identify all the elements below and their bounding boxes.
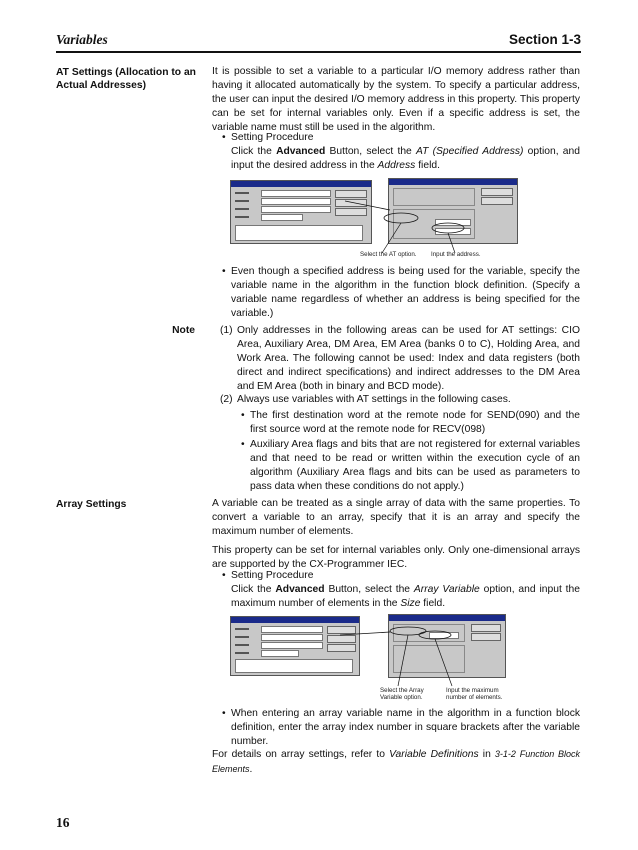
at-intro bbox=[212, 65, 580, 140]
at-intro-text: It is possible to set a variable to a particular I/O memory address rather than having it allocated automatically by the system. To specify a particular address, the user can input the desired I/O memory address in this property. This property can be set for internal variables only. Even if a specific address is set, the variable name must still be used in the algorithm. bbox=[212, 66, 580, 133]
page-header bbox=[56, 32, 581, 50]
note-bullet-1: • The first destination word at the remote node for SEND(090) and the first source word at the remote node for RECV(098) bbox=[241, 410, 580, 435]
array-caption-right: Input the maximum number of elements. bbox=[446, 687, 503, 701]
note-label: Note bbox=[172, 325, 195, 336]
bullet: • bbox=[241, 439, 245, 450]
array-procedure bbox=[222, 569, 580, 611]
array-bullet-2-text: When entering an array variable name in the algorithm in a function block definition, enter the array index number in square brackets after the variable number. bbox=[231, 708, 580, 747]
bullet: • bbox=[222, 132, 226, 143]
array-details-text: For details on array settings, refer to Variable Definitions in 3-1-2 Function Block Elements. bbox=[212, 749, 580, 775]
header-rule bbox=[56, 51, 581, 53]
array-bullet-2 bbox=[222, 707, 580, 749]
array-dialog-screenshot bbox=[230, 614, 520, 696]
note-item-1: (1) Only addresses in the following areas can be used for AT settings: CIO Area, Auxiliary Area, DM Area, EM Area (banks 0 to C), Holding Area, and Work Area. The following cannot be used: Index and data registers (both direct and indirect specifications) and indirect addresses to the DM Area and EM Area (both in binary and BCD mode). bbox=[220, 325, 580, 392]
array-callouts bbox=[230, 614, 520, 696]
at-proc-title: Setting Procedure bbox=[231, 132, 314, 143]
array-details bbox=[212, 747, 580, 782]
note-item-1-text: Only addresses in the following areas can be used for AT settings: CIO Area, Auxiliary Area, DM Area, EM Area (banks 0 to C), Holding Area, and Work Area. The following cannot be used: Index and data registers (both direct and indirect specifications) and indirect addresses to the DM Area and EM Area (both in binary and BCD mode). bbox=[237, 325, 580, 392]
at-callouts bbox=[230, 178, 520, 260]
array-proc-text: Click the Advanced Button, select the Array Variable option, and input the maximum number of elements in the Size field. bbox=[231, 584, 580, 609]
array-settings-heading: Array Settings bbox=[56, 499, 127, 510]
array-p2: This property can be set for internal variables only. Only one-dimensional arrays are supported by the CX-Programmer IEC. bbox=[212, 545, 580, 570]
header-title: Variables bbox=[56, 32, 108, 47]
array-caption-left: Select the Array Variable option. bbox=[380, 687, 424, 701]
at-caption-left: Select the AT option. bbox=[360, 251, 417, 258]
bullet: • bbox=[241, 410, 245, 421]
at-settings-heading: AT Settings (Allocation to an Actual Addresses) bbox=[56, 67, 196, 91]
array-proc-title: Setting Procedure bbox=[231, 570, 314, 581]
at-dialog-screenshot bbox=[230, 178, 520, 260]
bullet: • bbox=[222, 708, 226, 719]
note-item-2: (2) Always use variables with AT settings in the following cases. bbox=[220, 394, 511, 405]
header-section: Section 1-3 bbox=[508, 32, 581, 47]
bullet: • bbox=[222, 266, 226, 277]
array-intro bbox=[212, 497, 580, 577]
bullet: • bbox=[222, 570, 226, 581]
array-p1: A variable can be treated as a single array of data with the same properties. To convert a variable to an array, specify that it is an array and specify the maximum number of elements. bbox=[212, 498, 580, 537]
page-number: 16 bbox=[56, 815, 70, 830]
at-caption-right: Input the address. bbox=[431, 251, 481, 258]
at-bullet-2-text: Even though a specified address is being used for the variable, specify the variable name in the algorithm in the function block definition. (Specify a variable name regardless of whether an address is being specified for the variable.) bbox=[231, 266, 580, 319]
at-procedure bbox=[222, 131, 580, 173]
at-bullet-2 bbox=[222, 265, 580, 321]
note-item-2-text: Always use variables with AT settings in the following cases. bbox=[237, 394, 511, 405]
note-bullet-2: • Auxiliary Area flags and bits that are not registered for external variables and that need to be read or written within the execution cycle of an algorithm (Auxiliary Area flags and bits can be used as parameters to pass data when these conditions do not apply.) bbox=[241, 439, 580, 492]
at-proc-text: Click the Advanced Button, select the AT (Specified Address) option, and input the desired address in the Address field. bbox=[231, 146, 580, 171]
